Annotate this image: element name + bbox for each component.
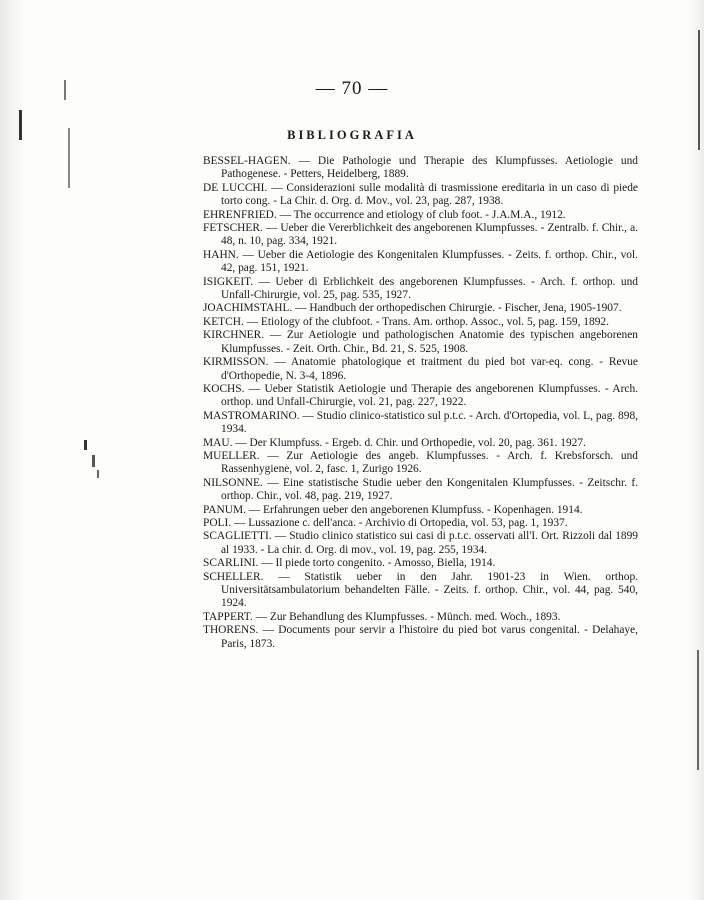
bibliography-entry: PANUM. — Erfahrungen ueber den angeborenen Klumpfuss. - Kopenhagen. 1914. bbox=[203, 503, 583, 516]
bibliography-entry: FETSCHER. — Ueber die Vererblichkeit des angeborenen Klumpfusses. - Zentralb. f. Chir., a. 48, n. 10, pag. 334, 1921. bbox=[203, 222, 638, 248]
bibliography-entry: ISIGKEIT. — Ueber di Erblichkeit des angeborenen Klumpfusses. - Arch. f. orthop. und Unfall-Chirurgie, vol. 25, pag. 535, 1927. bbox=[203, 275, 638, 302]
page-number: — 70 — bbox=[315, 78, 389, 99]
scan-mark bbox=[97, 470, 99, 478]
bibliography-entry: POLI. — Lussazione c. dell'anca. - Archivio di Ortopedia, vol. 53, pag. 1, 1937. bbox=[203, 516, 568, 529]
scan-mark bbox=[92, 455, 95, 467]
bibliography-entry: KOCHS. — Ueber Statistik Aetiologie und Therapie des angeborenen Klumpfusses. - Arch. orthop. und Unfall-Chirurgie, vol. 21, pag. 227, 1922. bbox=[203, 382, 638, 409]
bibliography-entry: MUELLER. — Zur Aetiologie des angeb. Klumpfusses. - Arch. f. Krebsforsch. und Rassenhygiene, vol. 2, fasc. 1, Zurigo 1926. bbox=[203, 449, 638, 476]
bibliography-entry: NILSONNE. — Eine statistische Studie ueber den Kongenitalen Klumpfusses. - Zeitschr. f. orthop. Chir., vol. 48, pag. 219, 1927. bbox=[203, 476, 638, 503]
bibliography-entry: MAU. — Der Klumpfuss. - Ergeb. d. Chir. und Orthopedie, vol. 20, pag. 361. 1927. bbox=[203, 436, 586, 449]
bibliography-entry: KIRCHNER. — Zur Aetiologie und pathologischen Anatomie des typischen angeborenen Klumpfusses. - Zeit. Orth. Chir., Bd. 21, S. 525, 1908. bbox=[203, 329, 638, 355]
page-title: BIBLIOGRAFIA bbox=[287, 128, 417, 142]
bibliography-entry: TAPPERT. — Zur Behandlung des Klumpfusses. - Münch. med. Woch., 1893. bbox=[203, 610, 561, 623]
bibliography-entry: THORENS. — Documents pour servir a l'histoire du pied bot varus congenital. - Delahaye, Paris, 1873. bbox=[203, 624, 638, 650]
bibliography-entry: BESSEL-HAGEN. — Die Pathologie und Therapie des Klumpfusses. Aetiologie und Pathogenese. - Petters, Heidelberg, 1889. bbox=[203, 155, 638, 181]
scan-mark bbox=[84, 440, 87, 450]
bibliography-entry: JOACHIMSTAHL. — Handbuch der orthopedischen Chirurgie. - Fischer, Jena, 1905-1907. bbox=[203, 302, 622, 315]
bibliography-entry: EHRENFRIED. — The occurrence and etiology of club foot. - J.A.M.A., 1912. bbox=[203, 208, 566, 221]
bibliography-entry: SCARLINI. — Il piede torto congenito. - Amosso, Biella, 1914. bbox=[203, 557, 496, 570]
bibliography-entry: KETCH. — Etiology of the clubfoot. - Trans. Am. orthop. Assoc., vol. 5, pag. 159, 1892. bbox=[203, 315, 609, 328]
bibliography-entry: MASTROMARINO. — Studio clinico-statistico sul p.t.c. - Arch. d'Ortopedia, vol. L, pag. 898, 1934. bbox=[203, 409, 638, 436]
bibliography-entry: DE LUCCHI. — Considerazioni sulle modalità di trasmissione ereditaria in un caso di piede torto cong. - La Chir. d. Org. d. Mov., vol. 23, pag. 287, 1938. bbox=[203, 181, 638, 208]
bibliography-entry: SCHELLER. — Statistik ueber in den Jahr. 1901-23 in Wien. orthop. Universitätsambulatorium behandelten Fälle. - Zeits. f. orthop. Chir., vol. 44, pag. 540, 1924. bbox=[203, 570, 638, 610]
bibliography-entry: HAHN. — Ueber die Aetiologie des Kongenitalen Klumpfusses. - Zeits. f. orthop. Chir., vol. 42, pag. 151, 1921. bbox=[203, 248, 638, 275]
bibliography-list bbox=[203, 155, 638, 651]
bibliography-entry: SCAGLIETTI. — Studio clinico statistico sui casi di p.t.c. osservati all'I. Ort. Rizzoli dal 1899 al 1933. - La chir. d. Org. di mov., vol. 19, pag. 255, 1934. bbox=[203, 530, 638, 556]
bibliography-entry: KIRMISSON. — Anatomie phatologique et traitment du pied bot var-eq. cong. - Revue d'Orthopedie, N. 3-4, 1896. bbox=[203, 356, 638, 382]
scan-mark bbox=[697, 650, 699, 770]
